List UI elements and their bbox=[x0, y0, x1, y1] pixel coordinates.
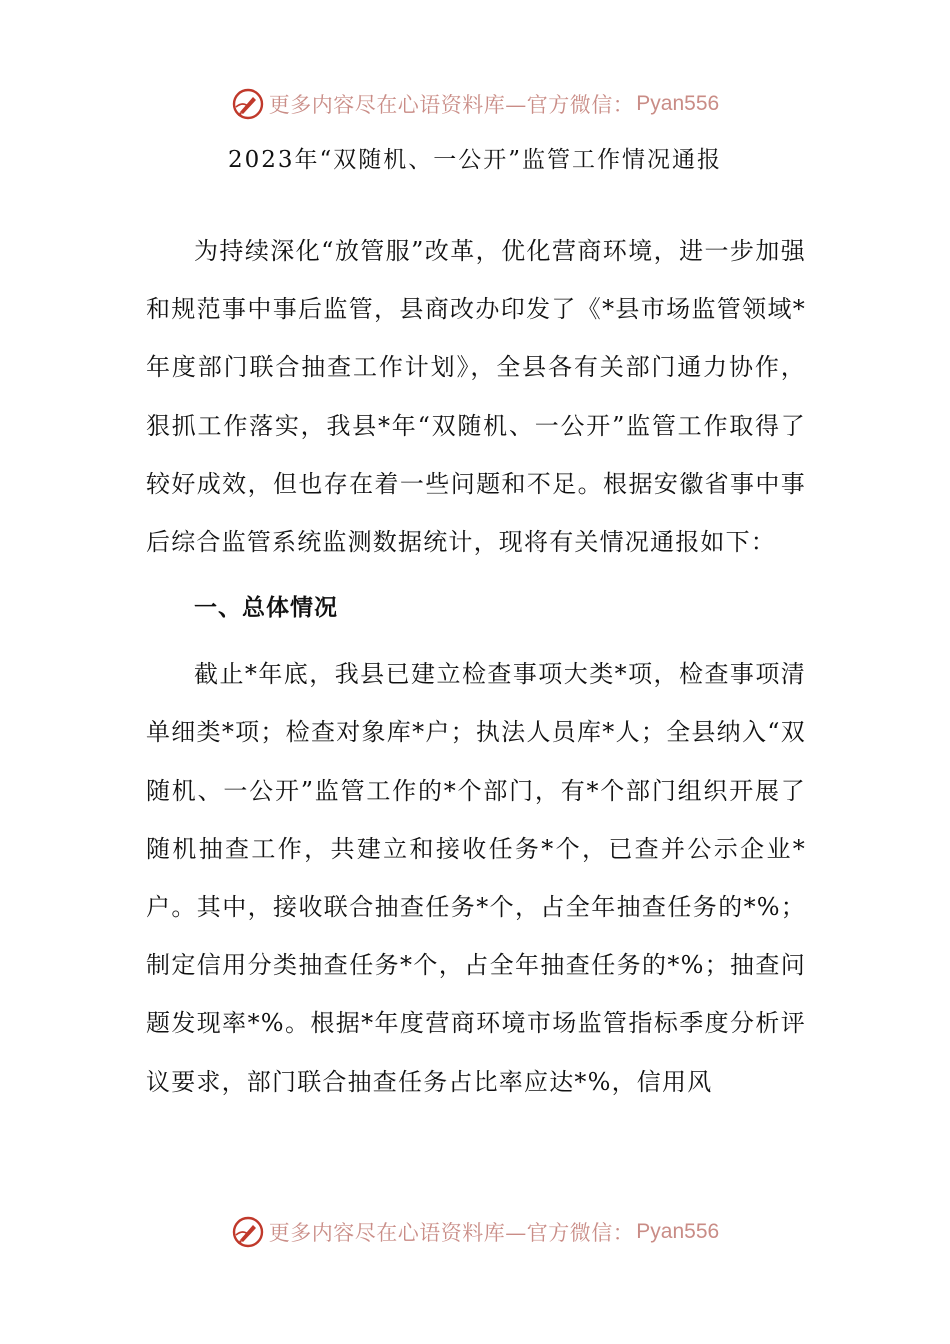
pen-logo-icon bbox=[231, 1215, 265, 1249]
document-title: 2023年“双随机、一公开”监管工作情况通报 bbox=[227, 147, 723, 173]
document-body bbox=[146, 222, 806, 1111]
watermark-wechat-id: Pyan556 bbox=[636, 1220, 720, 1243]
watermark-text: 更多内容尽在心语资料库—官方微信： bbox=[268, 93, 635, 117]
pen-logo-icon bbox=[231, 87, 265, 121]
section-paragraph-overall: 截止*年底，我县已建立检查事项大类*项，检查事项清单细类*项；检查对象库*户；执法人员库*人；全县纳入“双随机、一公开”监管工作的*个部门，有*个部门组织开展了随机抽查工作，共建立和接收任务*个，已查并公示企业*户。其中，接收联合抽查任务*个，占全年抽查任务的*%；制定信用分类抽查任务*个，占全年抽查任务的*%；抽查问题发现率*%。根据*年度营商环境市场监管指标季度分析评议要求，部门联合抽查任务占比率应达*%，信用风 bbox=[146, 660, 806, 1096]
intro-paragraph: 为持续深化“放管服”改革，优化营商环境，进一步加强和规范事中事后监管，县商改办印发了《*县市场监管领域*年度部门联合抽查工作计划》，全县各有关部门通力协作，狠抓工作落实，我县*年“双随机、一公开”监管工作取得了较好成效，但也存在着一些问题和不足。根据安徽省事中事后综合监管系统监测数据统计，现将有关情况通报如下： bbox=[146, 237, 806, 557]
watermark-wechat-id: Pyan556 bbox=[636, 92, 720, 115]
watermark-banner-top bbox=[0, 84, 950, 124]
section-heading-overall: 一、总体情况 bbox=[194, 595, 338, 622]
watermark-text: 更多内容尽在心语资料库—官方微信： bbox=[268, 1221, 635, 1245]
watermark-banner-bottom bbox=[0, 1212, 950, 1252]
